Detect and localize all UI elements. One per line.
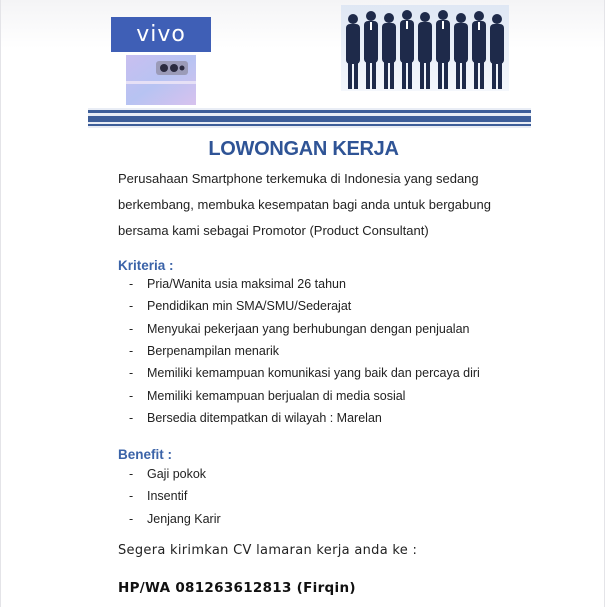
benefit-heading: Benefit :: [118, 447, 172, 462]
intro-paragraph: [118, 166, 518, 244]
criteria-heading: Kriteria :: [118, 258, 174, 273]
benefit-list: [129, 463, 221, 530]
header-divider: [88, 108, 531, 128]
list-item: - Insentif: [129, 489, 188, 504]
list-item: - Memiliki kemampuan komunikasi yang baik dan percaya diri: [129, 366, 480, 381]
list-item: - Pria/Wanita usia maksimal 26 tahun: [129, 277, 346, 292]
list-item: - Gaji pokok: [129, 467, 207, 482]
intro-line: Perusahaan Smartphone terkemuka di Indonesia yang sedang: [118, 171, 479, 186]
logo-text: vivo: [136, 22, 186, 47]
intro-line: bersama kami sebagai Promotor (Product Consultant): [118, 223, 429, 238]
business-team-silhouette: [341, 5, 509, 91]
phone-camera-image: [126, 55, 196, 105]
vivo-logo: [111, 17, 211, 52]
list-item: - Jenjang Karir: [129, 511, 221, 526]
list-item: - Menyukai pekerjaan yang berhubungan dengan penjualan: [129, 321, 470, 336]
list-item: - Berpenampilan menarik: [129, 344, 280, 359]
list-item: - Pendidikan min SMA/SMU/Sederajat: [129, 299, 352, 314]
cta-text: Segera kirimkan CV lamaran kerja anda ke :: [118, 543, 418, 558]
intro-line: berkembang, membuka kesempatan bagi anda untuk bergabung: [118, 197, 491, 212]
contact-number: HP/WA 081263612813 (Firqin): [118, 580, 356, 596]
list-item: - Bersedia ditempatkan di wilayah : Marelan: [129, 410, 382, 425]
page-title: LOWONGAN KERJA: [208, 138, 399, 160]
list-item: - Memiliki kemampuan berjualan di media sosial: [129, 388, 406, 403]
criteria-list: [129, 273, 480, 429]
